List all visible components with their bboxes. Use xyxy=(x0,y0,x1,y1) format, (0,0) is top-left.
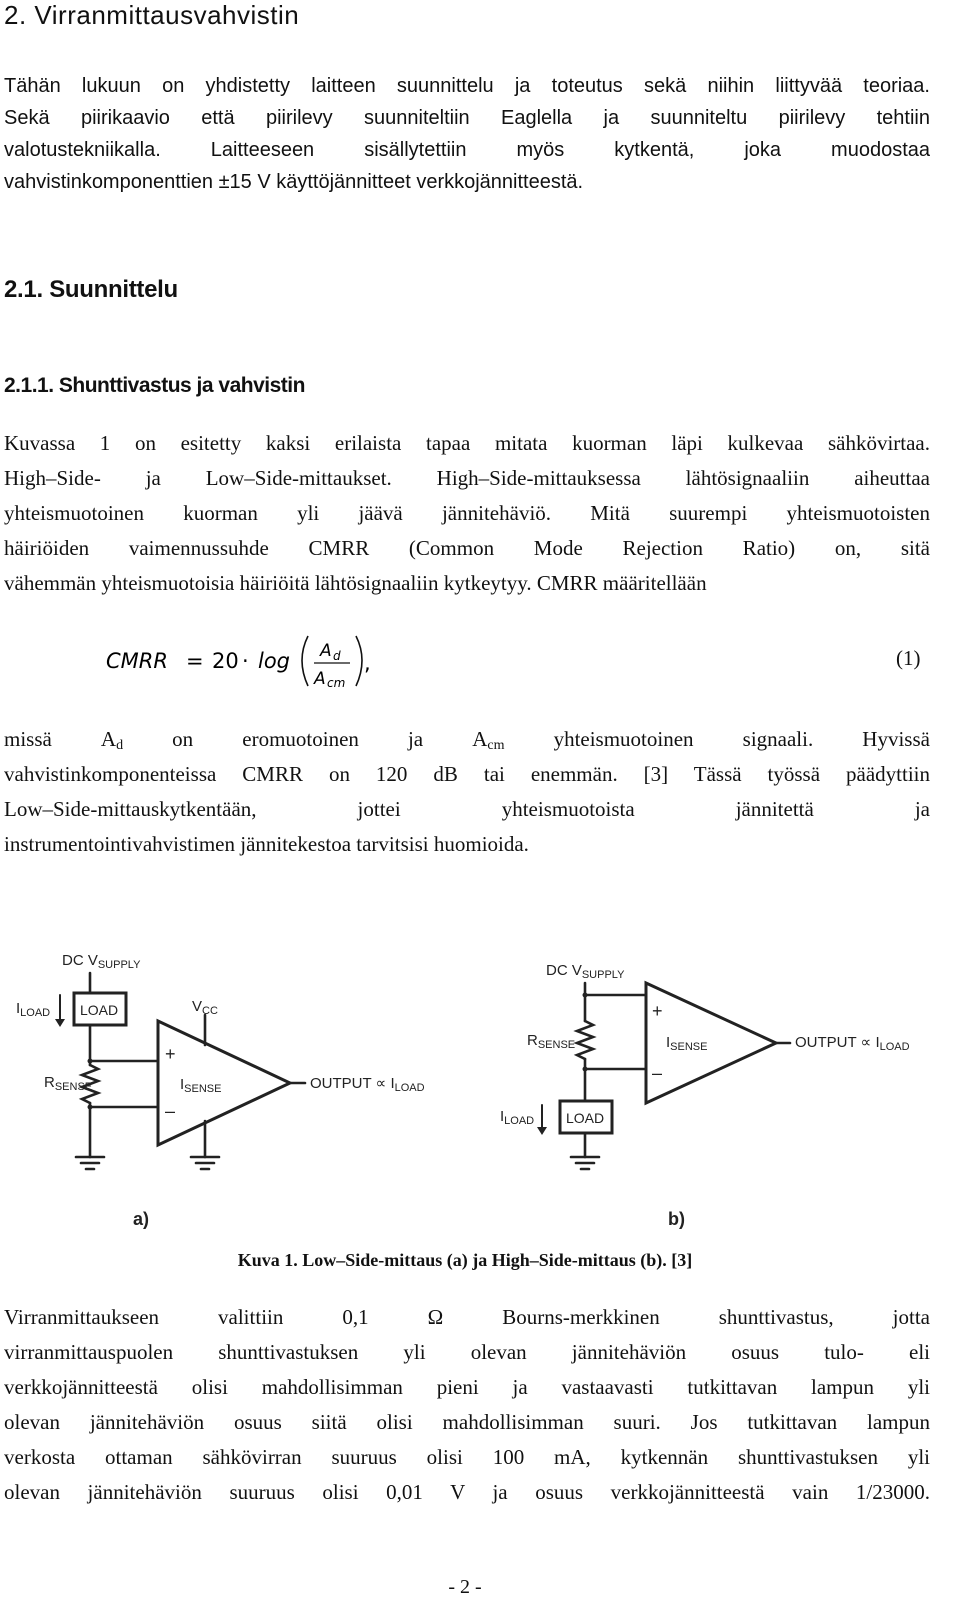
label-output-b: OUTPUT ∝ $I_{LOAD}$ xyxy=(795,1034,910,1053)
paragraph-3 xyxy=(4,1300,930,1510)
eq-comma: , xyxy=(364,651,371,675)
eq-left-paren xyxy=(302,636,308,686)
label-iload-a: $I_{LOAD}$ xyxy=(16,1000,51,1019)
label-b: b) xyxy=(668,1209,685,1229)
text-line: virranmittauspuolen shunttivastuksen yli olevan jännitehäviön osuus tulo- eli xyxy=(4,1340,930,1364)
paragraph-1 xyxy=(4,426,930,601)
equation-number: (1) xyxy=(896,646,921,670)
eq-numerator-sub: d xyxy=(333,649,341,663)
load-label-b: LOAD xyxy=(566,1110,605,1126)
label-isense-a: $I_{SENSE}$ xyxy=(180,1076,222,1095)
word: ja xyxy=(407,727,424,751)
eq-equals: = xyxy=(186,649,204,673)
text-line: Sekä piirikaavio että piirilevy suunniteltiin Eaglella ja suunniteltu piirilevy tehtiin xyxy=(4,107,930,129)
cmrr-equation xyxy=(100,628,400,692)
text-line: häiriöiden vaimennussuhde CMRR (Common Mode Rejection Ratio) on, sitä xyxy=(4,536,930,560)
text-line: Tähän lukuun on yhdistetty laitteen suunnittelu ja toteutus sekä niihin liittyvää teoriaa. xyxy=(4,75,930,97)
eq-numerator: A xyxy=(320,641,332,661)
word: Hyvissä xyxy=(862,727,930,751)
opamp-plus-b: + xyxy=(652,1001,663,1021)
label-rsense-a: $R_{SENSE}$ xyxy=(44,1074,93,1093)
label-vcc-a: $V_{CC}$ xyxy=(192,998,218,1017)
text-line: olevan jännitehäviön suuruus olisi 0,01 V ja osuus verkkojännitteestä vain 1/23000. xyxy=(4,1480,930,1504)
circuit-b xyxy=(500,962,910,1229)
text-line: vahvistinkomponenttien ±15 V käyttöjännitteet verkkojännitteestä. xyxy=(4,171,584,193)
label-dc-supply-a: DC $V_{SUPPLY}$ xyxy=(62,952,141,971)
subsection-heading: 2.1.1. Shunttivastus ja vahvistin xyxy=(4,374,305,397)
eq-denominator: A xyxy=(314,669,326,689)
text-line: Low–Side-mittauskytkentään, jottei yhteismuotoista jännitettä ja xyxy=(4,797,930,821)
label-iload-b: $I_{LOAD}$ xyxy=(500,1108,535,1127)
symbol-acm: $A_{cm}$ xyxy=(472,727,505,753)
text-line: instrumentointivahvistimen jännitekestoa tarvitsisi huomioida. xyxy=(4,832,529,856)
load-label-a: LOAD xyxy=(80,1002,119,1018)
eq-denominator-sub: cm xyxy=(327,676,346,690)
eq-log: log xyxy=(258,649,291,673)
label-output-a: OUTPUT ∝ $I_{LOAD}$ xyxy=(310,1075,425,1094)
eq-coefficient: 20 xyxy=(212,649,239,673)
text-line xyxy=(4,722,930,757)
page-number: - 2 - xyxy=(448,1576,482,1598)
chapter-heading: 2. Virranmittausvahvistin xyxy=(4,0,300,30)
text-line: verkkojännitteestä olisi mahdollisimman pieni ja vastaavasti tutkittavan lampun yli xyxy=(4,1375,930,1399)
text-line: olevan jännitehäviön osuus siitä olisi mahdollisimman suuri. Jos tutkittavan lampun xyxy=(4,1410,930,1434)
circuit-a xyxy=(16,952,425,1229)
paragraph-2 xyxy=(4,722,930,862)
text-line: Virranmittaukseen valittiin 0,1 Ω Bourns-merkkinen shunttivastus, jotta xyxy=(4,1305,930,1329)
text-line: vahvistinkomponenteissa CMRR on 120 dB tai enemmän. [3] Tässä työssä päädyttiin xyxy=(4,762,930,786)
eq-right-paren xyxy=(356,636,362,686)
opamp-plus-a: + xyxy=(165,1044,176,1064)
intro-paragraph xyxy=(4,70,930,198)
label-dc-supply-b: DC $V_{SUPPLY}$ xyxy=(546,962,625,981)
opamp-minus-a: – xyxy=(165,1101,176,1121)
figure-1 xyxy=(0,935,930,1235)
figure-caption: Kuva 1. Low–Side-mittaus (a) ja High–Side-mittaus (b). [3] xyxy=(237,1250,693,1270)
text-line: vähemmän yhteismuotoisia häiriöitä lähtösignaaliin kytkeytyy. CMRR määritellään xyxy=(4,571,707,595)
label-isense-b: $I_{SENSE}$ xyxy=(666,1034,708,1053)
word: on xyxy=(172,727,194,751)
text-line: yhteismuotoinen kuorman yli jäävä jännitehäviö. Mitä suurempi yhteismuotoisten xyxy=(4,501,930,525)
label-a: a) xyxy=(133,1209,150,1229)
word: yhteismuotoinen xyxy=(553,727,694,751)
word: signaali. xyxy=(742,727,814,751)
word: missä xyxy=(4,727,52,751)
label-rsense-b: $R_{SENSE}$ xyxy=(527,1032,576,1051)
opamp-minus-b: – xyxy=(652,1063,663,1083)
symbol-ad: $A_d$ xyxy=(100,727,124,753)
eq-lhs: CMRR xyxy=(106,649,168,673)
section-heading: 2.1. Suunnittelu xyxy=(4,276,178,303)
eq-dot: · xyxy=(242,649,249,673)
rsense-resistor-b xyxy=(577,1021,593,1059)
text-line: verkosta ottaman sähkövirran suuruus olisi 100 mA, kytkennän shunttivastuksen yli xyxy=(4,1445,930,1469)
text-line: Kuvassa 1 on esitetty kaksi erilaista tapaa mitata kuorman läpi kulkevaa sähkövirtaa. xyxy=(4,431,930,455)
word: eromuotoinen xyxy=(242,727,359,751)
opamp-a xyxy=(158,1021,290,1145)
text-line: High–Side- ja Low–Side-mittaukset. High–Side-mittauksessa lähtösignaaliin aiheuttaa xyxy=(4,466,930,490)
text-line: valotustekniikalla. Laitteeseen sisällytettiin myös kytkentä, joka muodostaa xyxy=(4,139,930,161)
